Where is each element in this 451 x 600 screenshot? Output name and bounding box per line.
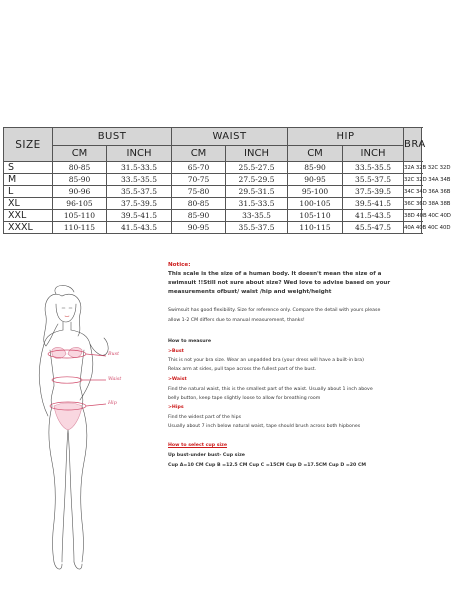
size-cell: XL [4,198,53,210]
waist-inch-header: INCH [226,146,288,162]
hip-cm-cell: 95-100 [288,186,343,198]
hip-inch-cell: 39.5-41.5 [343,198,404,210]
waist-inch-cell: 31.5-33.5 [226,198,288,210]
hip-cm-cell: 105-110 [288,210,343,222]
bust-cm-cell: 90-96 [53,186,107,198]
waist-text-1: Find the natural waist, this is the smallest part of the waist. Usually about 1 inch above [168,387,373,392]
bra-cell: 40A 40B 40C 40D [404,222,422,234]
waist-text-2: belly button, keep tape slightly loose to allow for breathing room [168,396,321,401]
cup-size-heading: How to select cup size [168,443,228,448]
notice-line-1: This scale is the size of a human body. It doesn't mean the size of a [168,271,382,277]
bust-inch-header: INCH [107,146,172,162]
notice-line-3: measurements ofbust/ waist /hip and weight/height [168,289,332,295]
hip-cm-header: CM [288,146,343,162]
bust-inch-cell: 35.5-37.5 [107,186,172,198]
size-cell: M [4,174,53,186]
notice-line-2: swimsuit !!Still not sure about size? Wed love to advise based on your [168,280,391,286]
waist-cm-header: CM [172,146,226,162]
hip-inch-cell: 37.5-39.5 [343,186,404,198]
bra-cell: 32A 32B 32C 32D [404,162,422,174]
hip-inch-cell: 45.5-47.5 [343,222,404,234]
bra-cell: 32C 32D 34A 34B [404,174,422,186]
table-row [4,162,422,174]
flex-note-2: allow 1-2 CM differs due to manual measurement, thanks! [168,318,305,323]
cup-size-text-1: Up bust-under bust- Cup size [168,453,245,458]
waist-cm-cell: 85-90 [172,210,226,222]
hip-cm-cell: 100-105 [288,198,343,210]
waist-inch-cell: 33-35.5 [226,210,288,222]
bust-cm-cell: 80-85 [53,162,107,174]
flex-note-1: Swimsuit has good flexibility. Size for reference only. Compare the detail with yours please [168,308,381,313]
bust-cm-cell: 110-115 [53,222,107,234]
waist-cm-cell: 80-85 [172,198,226,210]
size-cell: XXXL [4,222,53,234]
waist-cm-cell: 90-95 [172,222,226,234]
body-measurement-figure [22,282,162,582]
bust-cm-cell: 105-110 [53,210,107,222]
waist-cm-cell: 65-70 [172,162,226,174]
notice-heading: Notice: [168,262,191,268]
table-row [4,222,422,234]
hip-cm-cell: 90-95 [288,174,343,186]
woman-sketch [22,282,162,582]
table-row [4,186,422,198]
bra-header: BRA [404,128,422,162]
bust-inch-cell: 33.5-35.5 [107,174,172,186]
bust-label: Bust [108,352,120,357]
hips-text-2: Usually about 7 inch below natural waist, tape should brush across both hipbones [168,424,361,429]
size-chart-table [3,127,451,234]
bust-text-1: This is not your bra size. Wear an unpadded bra (your dress will have a built-in bra) [168,358,365,363]
hip-inch-cell: 41.5-43.5 [343,210,404,222]
bust-text-2: Relax arm at sides, pull tape across the fullest part of the bust. [168,367,317,372]
hips-heading: >Hips [168,405,184,410]
waist-inch-cell: 27.5-29.5 [226,174,288,186]
table-row [4,174,422,186]
waist-heading: >Waist [168,377,187,382]
bra-cell: 36C 36D 38A 38B [404,198,422,210]
table-row [4,210,422,222]
bust-inch-cell: 39.5-41.5 [107,210,172,222]
bra-cell: 38D 40B 40C 40D [404,210,422,222]
waist-cm-cell: 75-80 [172,186,226,198]
bust-header: BUST [53,128,172,146]
bust-heading: >Bust [168,349,184,354]
bust-inch-cell: 37.5-39.5 [107,198,172,210]
waist-label: Waist [108,377,122,382]
size-header: SIZE [4,128,53,162]
bust-cm-cell: 85-90 [53,174,107,186]
bust-inch-cell: 41.5-43.5 [107,222,172,234]
hip-cm-cell: 110-115 [288,222,343,234]
how-to-measure-heading: How to measure [168,339,212,344]
size-cell: XXL [4,210,53,222]
hip-inch-cell: 35.5-37.5 [343,174,404,186]
hip-inch-cell: 33.5-35.5 [343,162,404,174]
waist-inch-cell: 25.5-27.5 [226,162,288,174]
hip-cm-cell: 85-90 [288,162,343,174]
cup-size-text-2: Cup A=10 CM Cup B =12.5 CM Cup C =15CM Cup D =17.5CM Cup D =20 CM [168,463,367,468]
hip-label: Hip [108,401,117,406]
bust-inch-cell: 31.5-33.5 [107,162,172,174]
bust-cm-header: CM [53,146,107,162]
hip-header: HIP [288,128,404,146]
waist-cm-cell: 70-75 [172,174,226,186]
waist-inch-cell: 29.5-31.5 [226,186,288,198]
size-cell: S [4,162,53,174]
waist-header: WAIST [172,128,288,146]
hips-text-1: Find the widest part of the hips [168,415,242,420]
size-cell: L [4,186,53,198]
waist-inch-cell: 35.5-37.5 [226,222,288,234]
bra-cell: 34C 34D 36A 36B [404,186,422,198]
hip-inch-header: INCH [343,146,404,162]
bust-cm-cell: 96-105 [53,198,107,210]
table-row [4,198,422,210]
